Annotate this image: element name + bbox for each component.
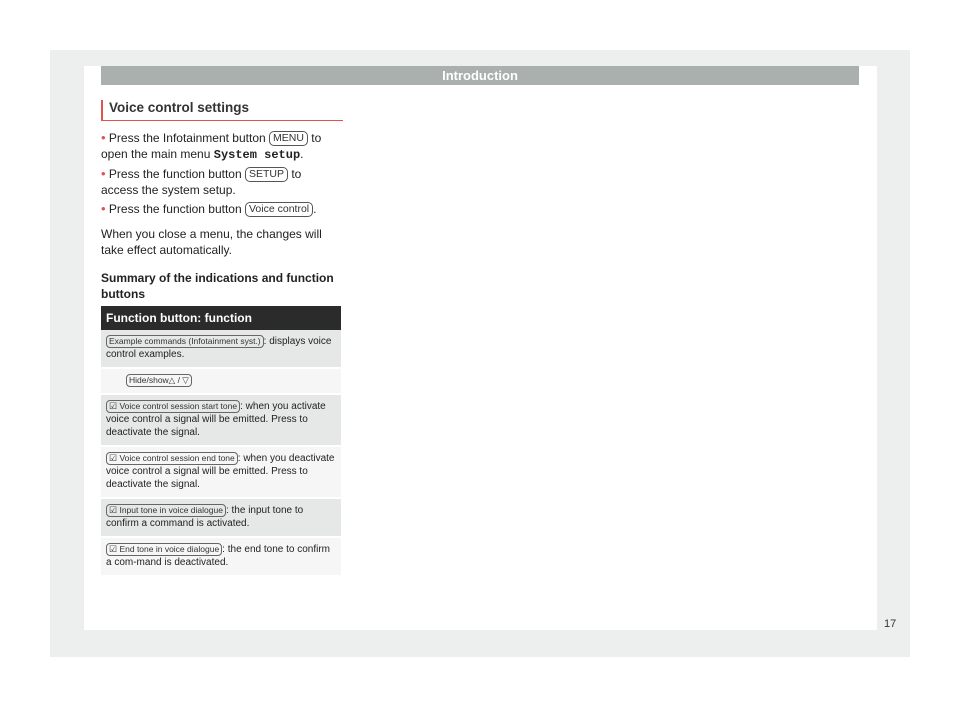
voice-control-button: Voice control [245,202,313,217]
row-description: : the end tone to confirm a com-mand is deactivated. [106,544,331,568]
step-3 [101,201,341,217]
table-row [101,395,341,447]
table-row [101,447,341,499]
setup-button: SETUP [245,167,288,182]
session-start-tone-button [106,400,240,413]
table-row [101,499,341,538]
menu-button: MENU [269,131,308,146]
checkbox-icon: ☑ [109,401,118,411]
end-tone-button [106,543,222,556]
row-description: : when you activate voice control a signal will be emitted. Press to deactivate the signal. [106,401,326,438]
summary-heading: Summary of the indications and function buttons [101,271,334,301]
table-row [101,538,341,577]
session-end-tone-label: Voice control session end tone [119,453,235,463]
table-row [101,369,341,395]
end-tone-label: End tone in voice dialogue [119,544,220,554]
row-description: : when you deactivate voice control a signal will be emitted. Press to deactivate the signal. [106,453,335,490]
step-1-end: . [300,147,304,161]
session-start-tone-label: Voice control session start tone [119,401,238,411]
step-3-text: Press the function button [108,202,245,216]
step-3-text-after: . [313,202,317,216]
section-header: Introduction [101,66,859,85]
checkbox-icon: ☑ [109,505,118,515]
step-2 [101,166,341,198]
page-title: Voice control settings [109,100,250,115]
row-description: : displays voice control examples. [106,336,332,360]
checkbox-icon: ☑ [109,453,118,463]
step-1 [101,130,341,163]
auto-apply-note: When you close a menu, the changes will take effect automatically. [101,227,322,257]
checkbox-icon: ☑ [109,544,118,554]
instructions [101,130,341,302]
step-2-text-after: to access the system setup. [101,167,302,197]
input-tone-label: Input tone in voice dialogue [119,505,223,515]
function-table [101,306,341,577]
step-2-text: Press the function button [108,167,245,181]
bullet-icon: • [101,166,106,181]
table-row [101,330,341,369]
page-number: 17 [884,618,897,630]
input-tone-button [106,504,226,517]
bullet-icon: • [101,201,106,216]
table-header: Function button: function [101,306,341,330]
step-1-text: Press the Infotainment button [108,131,270,145]
session-end-tone-button [106,452,238,465]
hide-show-button: Hide/show△ / ▽ [126,374,192,387]
bullet-icon: • [101,130,106,145]
step-1-text-after: to open the main menu [101,131,322,161]
row-description: : the input tone to confirm a command is activated. [106,505,304,529]
example-commands-button: Example commands (Infotainment syst.) [106,335,264,348]
title-underline [101,100,343,121]
system-setup-code: System setup [213,148,301,162]
